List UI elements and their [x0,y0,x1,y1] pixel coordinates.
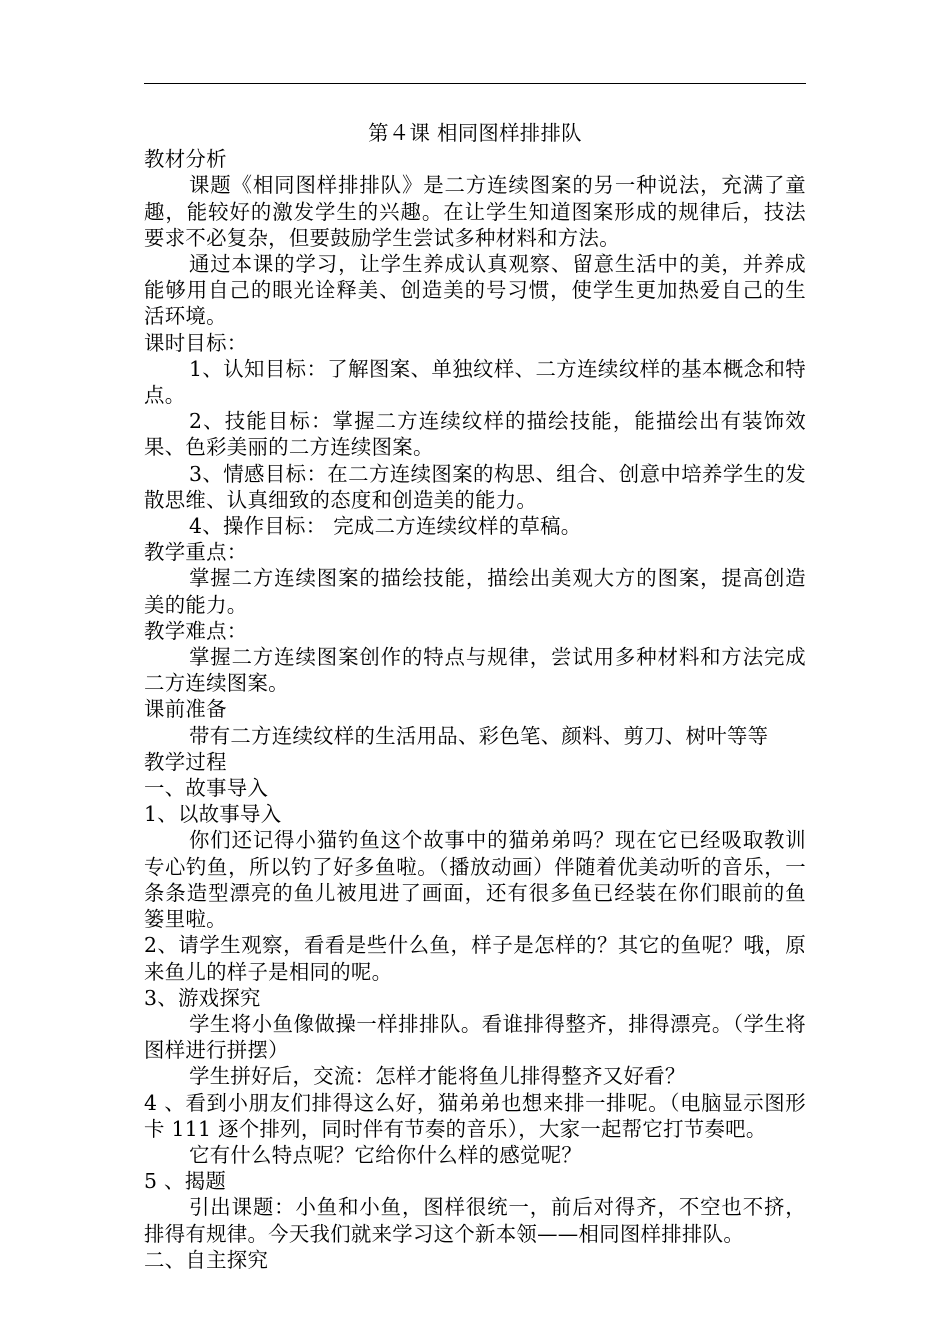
paragraph: 它有什么特点呢？它给你什么样的感觉呢？ [189,1142,583,1167]
paragraph: 引出课题：小鱼和小鱼，图样很统一，前后对得齐，不空也不挤，排得有规律。今天我们就来学习这个新本领——相同图样排排队。 [144,1195,806,1246]
paragraph: 4、操作目标： 完成二方连续纹样的草稿。 [189,514,582,539]
paragraph: 你们还记得小猫钓鱼这个故事中的猫弟弟吗？现在它已经吸取教训专心钓鱼，所以钓了好多鱼啦。（播放动画）伴随着优美动听的音乐，一条条造型漂亮的鱼儿被甩进了画面，还有很多鱼已经装在你们眼前的鱼篓里啦。 [144,828,806,932]
paragraph: 5 、揭题 [144,1169,227,1194]
page-title: 第４课 相同图样排排队 [368,121,582,145]
document-body [144,120,806,1273]
paragraph: 课时目标： [144,330,248,355]
paragraph-list [144,146,806,1273]
paragraph: 掌握二方连续图案的描绘技能，描绘出美观大方的图案，提高创造美的能力。 [144,566,806,617]
paragraph: 教材分析 [144,147,227,172]
paragraph: 课前准备 [144,697,227,722]
paragraph: 教学难点： [144,618,248,643]
paragraph: 2、技能目标：掌握二方连续纹样的描绘技能，能描绘出有装饰效果、色彩美丽的二方连续图案。 [144,409,806,460]
paragraph: 带有二方连续纹样的生活用品、彩色笔、颜料、剪刀、树叶等等 [189,723,769,748]
paragraph: 3、游戏探究 [144,985,261,1010]
header-rule [144,83,806,84]
paragraph: 教学重点： [144,540,248,565]
paragraph: 掌握二方连续图案创作的特点与规律，尝试用多种材料和方法完成二方连续图案。 [144,645,806,696]
paragraph: 课题《相同图样排排队》是二方连续图案的另一种说法，充满了童趣，能较好的激发学生的兴趣。在让学生知道图案形成的规律后，技法要求不必复杂，但要鼓励学生尝试多种材料和方法。 [144,173,806,250]
paragraph: 一、故事导入 [144,776,269,801]
paragraph: 通过本课的学习，让学生养成认真观察、留意生活中的美，并养成能够用自己的眼光诠释美、创造美的号习惯，使学生更加热爱自己的生活环境。 [144,252,806,329]
paragraph: 4 、看到小朋友们排得这么好，猫弟弟也想来排一排呢。（电脑显示图形卡 111 逐个排列，同时伴有节奏的音乐），大家一起帮它打节奏吧。 [144,1090,806,1141]
paragraph: 二、自主探究 [144,1247,269,1272]
paragraph: 1、以故事导入 [144,802,282,827]
paragraph: 1、认知目标：了解图案、单独纹样、二方连续纹样的基本概念和特点。 [144,356,806,408]
paragraph: 教学过程 [144,749,227,774]
paragraph: 2、请学生观察，看看是些什么鱼，样子是怎样的？其它的鱼呢？哦，原来鱼儿的样子是相同的呢。 [144,933,806,984]
paragraph: 学生将小鱼像做操一样排排队。看谁排得整齐，排得漂亮。（学生将图样进行拼摆） [144,1011,806,1063]
paragraph: 学生拼好后，交流：怎样才能将鱼儿排得整齐又好看？ [189,1064,686,1089]
paragraph: 3、情感目标：在二方连续图案的构思、组合、创意中培养学生的发散思维、认真细致的态度和创造美的能力。 [144,461,806,512]
